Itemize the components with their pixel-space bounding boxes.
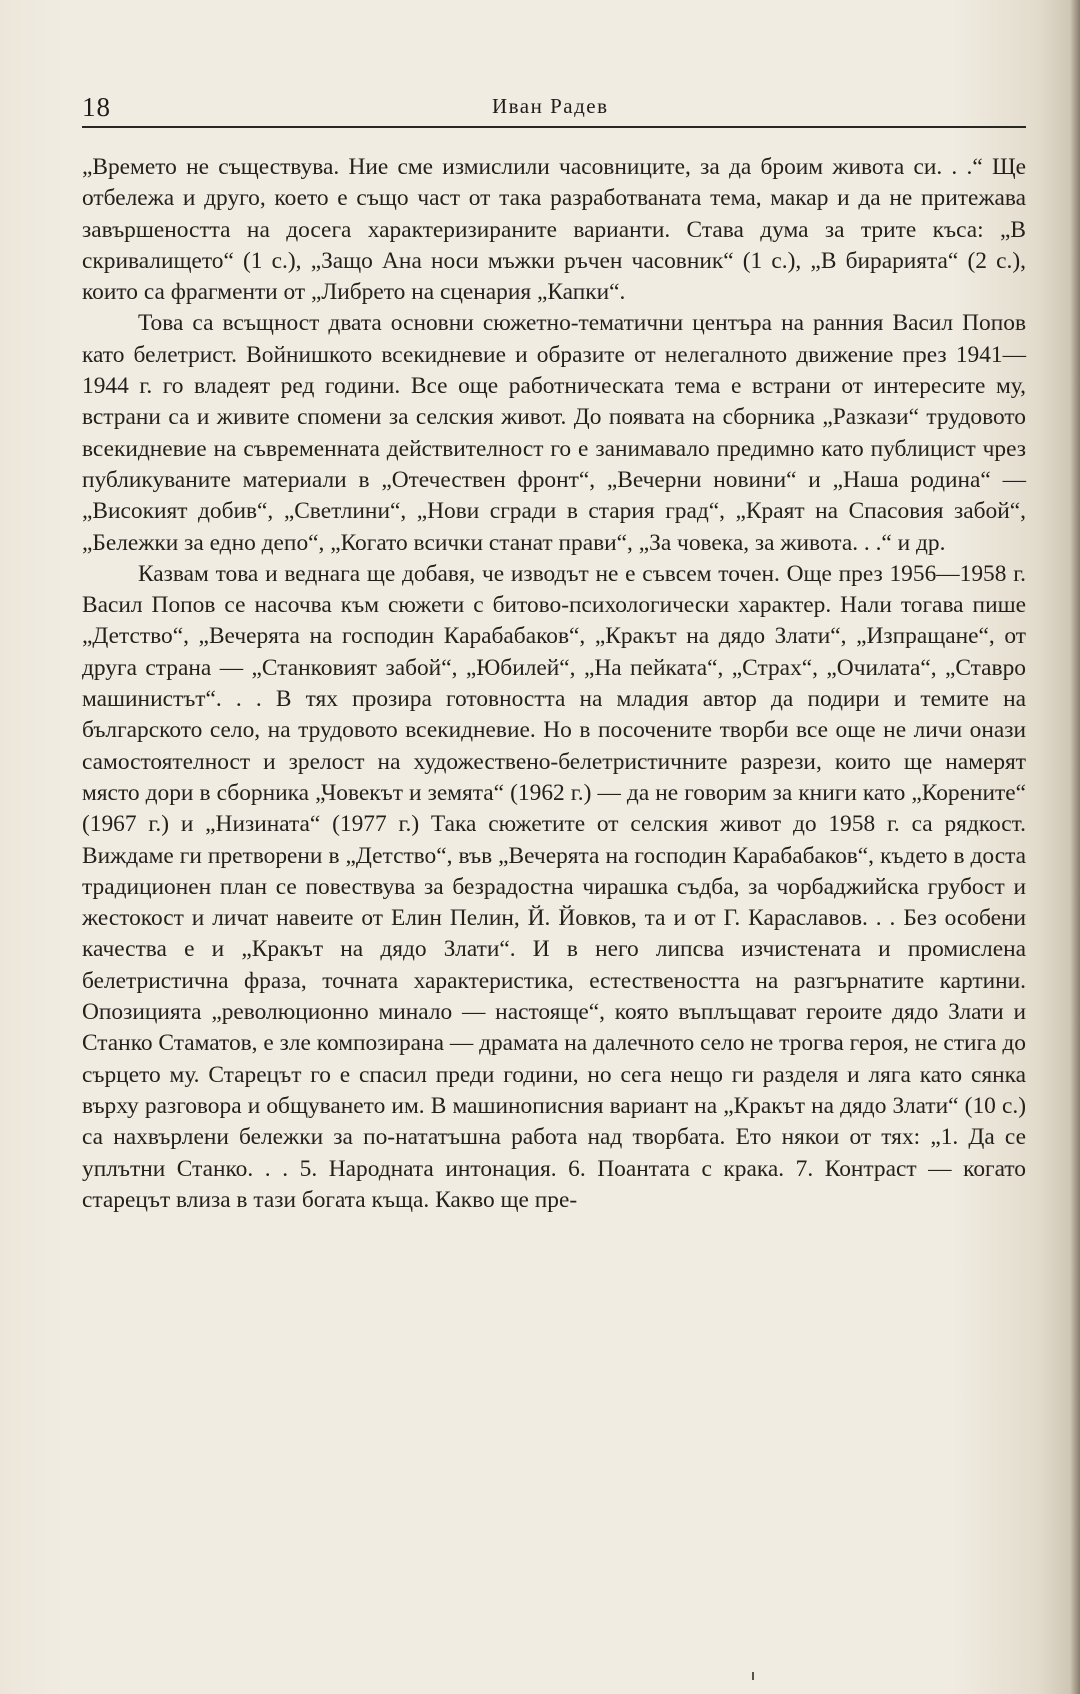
header-rule xyxy=(82,126,1026,128)
running-head-author: Иван Радев xyxy=(492,94,609,118)
print-mark xyxy=(752,1672,754,1680)
page-number: 18 xyxy=(82,92,111,122)
paragraph-3: Казвам това и веднага ще добавя, че изводът не е съвсем точен. Още през 1956—1958 г. Васил Попов се насочва към сюжети с битово-психологически характер. Нали тогава пише „Детство“, „Вечерята на господин Карабабаков“, „Кракът на дядо Злати“, „Изпращане“, от друга страна — „Станковият забой“, „Юбилей“, „На пейката“, „Страх“, „Очилата“, „Ставро машинистът“. . . В тях прозира готовността на младия автор да подири и темите на българското село, на трудовото всекидневие. Но в посочените творби все още не личи онази самостоятелност и зрелост на художествено-белетристичните разрези, които ще намерят място дори в сборника „Човекът и земята“ (1962 г.) — да не говорим за книги като „Корените“ (1967 г.) и „Низината“ (1977 г.) Така сюжетите от селския живот до 1958 г. са рядкост. Виждаме ги претворени в „Детство“, във „Вечерята на господин Карабабаков“, където в доста традиционен план се повествува за безрадостна чирашка съдба, за чорбаджийска грубост и жестокост и личат навеите от Елин Пелин, Й. Йовков, та и от Г. Караславов. . . Без особени качества е и „Кракът на дядо Злати“. И в него липсва изчистената и промислена белетристична фраза, точната характеристика, естествеността на разгърнатите картини. Опозицията „революционно минало — настояще“, която въплъщават героите дядо Злати и Станко Стаматов, е зле композирана — драмата на далечното село не трогва героя, не стига до сърцето му. Старецът го е спасил преди години, но сега нещо ги разделя и ляга като сянка върху разговора и общуването им. В машинописния вариант на „Кракът на дядо Злати“ (10 с.) са нахвърлени бележки за по-нататъшна работа над творбата. Ето някои от тях: „1. Да се уплътни Станко. . . 5. Народната интонация. 6. Поантата с крака. 7. Контраст — когато старецът влиза в тази богата къща. Какво ще пре- xyxy=(82,560,1026,1213)
paragraph-1: „Времето не съществува. Ние сме измислили часовниците, за да броим живота си. . .“ Ще отбележа и друго, което е също част от така разработваната тема, макар и да не притежава завършеността на досега характеризираните варианти. Става дума за трите къса: „В скривалището“ (1 с.), „Защо Ана носи мъжки ръчен часовник“ (1 с.), „В бирарията“ (2 с.), които са фрагменти от „Либрето на сценария „Капки“. xyxy=(82,154,1026,306)
paragraph-2: Това са всъщност двата основни сюжетно-тематични центъра на ранния Васил Попов като белетрист. Войнишкото всекидневие и образите от нелегалното движение през 1941—1944 г. го владеят ред години. Все още работническата тема е встрани от интересите му, встрани са и живите спомени за селския живот. До появата на сборника „Разкази“ трудовото всекидневие на съвременната действителност го е занимавало предимно като публицист чрез публикуваните материали в „Отечествен фронт“, „Вечерни новини“ и „Наша родина“ — „Високият добив“, „Светлини“, „Нови сгради в стария град“, „Краят на Спасовия забой“, „Бележки за едно депо“, „Когато всички станат прави“, „За човека, за живота. . .“ и др. xyxy=(82,310,1026,556)
page-header xyxy=(82,88,1026,128)
page-edge-shadow xyxy=(1070,0,1080,1694)
body-text xyxy=(82,152,1026,1216)
